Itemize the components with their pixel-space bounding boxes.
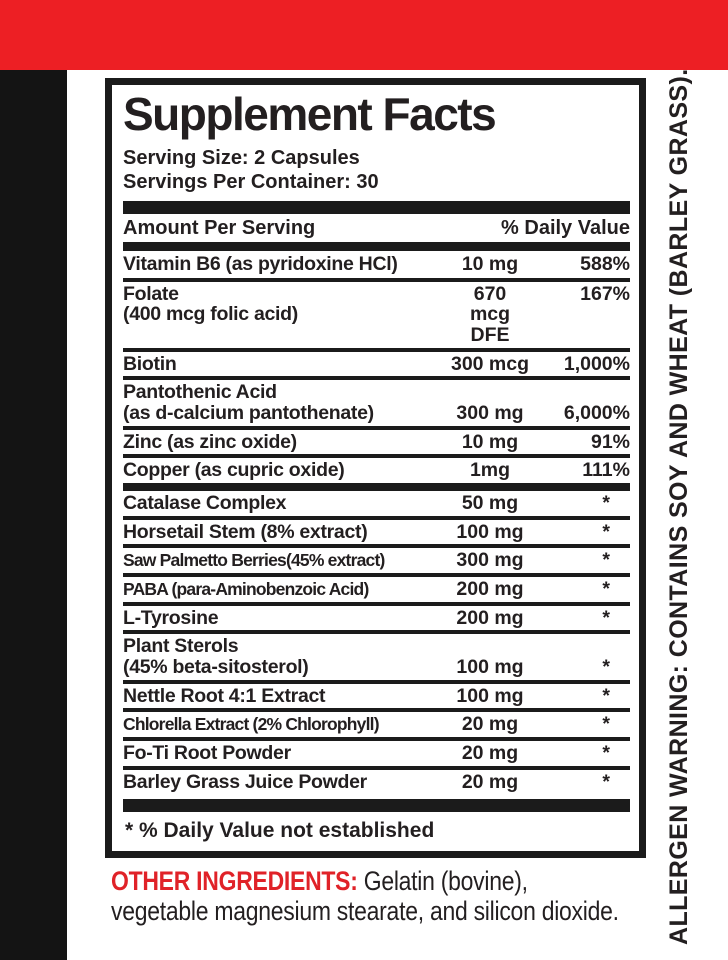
serving-size: Serving Size: 2 Capsules (123, 146, 360, 169)
nutrient-amount: 100 mg (456, 656, 524, 679)
nutrient-row (123, 376, 630, 425)
nutrient-amount: 10 mg (461, 253, 519, 275)
nutrient-name: Barley Grass Juice Powder (123, 770, 367, 793)
nutrient-name: Fo-Ti Root Powder (123, 741, 291, 764)
other-ingredients-line2: vegetable magnesium stearate, and silicon dioxide. (111, 896, 619, 927)
nutrient-daily-value: * (602, 549, 610, 572)
nutrient-amount: 100 mg (456, 520, 524, 543)
nutrient-name: Biotin (123, 352, 177, 375)
left-black-bar (0, 70, 67, 960)
nutrient-amount: 300 mg (456, 402, 524, 425)
nutrient-amount: 50 mg (461, 492, 519, 515)
nutrient-row (123, 483, 630, 516)
nutrient-daily-value: * (602, 713, 610, 736)
other-ingredients-line1 (111, 866, 655, 896)
nutrient-daily-value: 167% (580, 282, 630, 305)
nutrient-row (123, 573, 630, 602)
nutrient-name: Zinc (as zinc oxide) (123, 430, 297, 453)
col-header-daily-value: % Daily Value (501, 216, 630, 239)
nutrient-amount: 300 mg (456, 549, 524, 572)
nutrient-name: Pantothenic Acid (as d-calcium pantothenate) (123, 381, 374, 425)
nutrient-daily-value: 1,000% (563, 352, 630, 375)
nutrient-row (123, 737, 630, 766)
nutrient-row (123, 251, 630, 278)
servings-per-container: Servings Per Container: 30 (123, 170, 379, 193)
supplement-facts-panel (105, 78, 646, 858)
nutrient-row (123, 278, 630, 348)
nutrient-row (123, 454, 630, 483)
nutrient-row (123, 680, 630, 709)
nutrient-name: Folate (400 mcg folic acid) (123, 282, 298, 326)
nutrient-daily-value: 111% (582, 459, 630, 482)
serving-info (123, 146, 630, 194)
nutrient-amount: 10 mg (461, 430, 519, 453)
nutrient-row (123, 544, 630, 573)
nutrient-name: Plant Sterols (45% beta-sitosterol) (123, 635, 309, 679)
nutrient-name: Copper (as cupric oxide) (123, 459, 345, 482)
divider-bar-top (123, 201, 630, 214)
nutrient-name: Catalase Complex (123, 492, 287, 515)
nutrient-row (123, 348, 630, 377)
nutrient-amount: 20 mg (461, 713, 519, 736)
nutrient-amount: 20 mg (461, 741, 519, 764)
other-ingredients-label: OTHER INGREDIENTS: (111, 866, 358, 896)
nutrient-name: Nettle Root 4:1 Extract (123, 684, 326, 707)
column-headers (123, 214, 630, 242)
panel-title: Supplement Facts (123, 88, 496, 140)
nutrient-name: Chlorella Extract (2% Chlorophyll) (123, 714, 379, 735)
nutrient-daily-value: * (602, 770, 610, 793)
top-red-band (0, 0, 728, 70)
nutrient-daily-value: * (602, 656, 610, 679)
nutrient-daily-value: 588% (580, 253, 630, 275)
daily-value-footnote: * % Daily Value not established (125, 819, 435, 842)
nutrient-row (123, 708, 630, 737)
nutrient-daily-value: * (602, 606, 610, 629)
nutrient-name: L-Tyrosine (123, 606, 219, 629)
nutrient-amount: 20 mg (461, 770, 519, 793)
nutrient-row (123, 766, 630, 795)
nutrient-name: PABA (para-Aminobenzoic Acid) (123, 579, 369, 600)
nutrient-row (123, 516, 630, 545)
nutrient-rows (123, 251, 630, 798)
nutrient-row (123, 602, 630, 631)
col-header-amount: Amount Per Serving (123, 216, 316, 239)
nutrient-name: Saw Palmetto Berries(45% extract) (123, 550, 385, 571)
nutrient-daily-value: 6,000% (563, 402, 630, 425)
nutrient-amount: 670 mcg DFE (469, 282, 511, 347)
nutrient-amount: 100 mg (456, 684, 524, 707)
nutrient-row (123, 630, 630, 679)
nutrient-amount: 200 mg (456, 578, 524, 601)
nutrient-daily-value: * (602, 492, 610, 515)
other-ingredients-text1: Gelatin (bovine), (363, 866, 528, 896)
nutrient-daily-value: 91% (590, 430, 630, 453)
nutrient-name: Vitamin B6 (as pyridoxine HCl) (123, 253, 398, 275)
nutrient-daily-value: * (602, 684, 610, 707)
nutrient-row (123, 426, 630, 455)
nutrient-name: Horsetail Stem (8% extract) (123, 520, 368, 543)
nutrient-amount: 200 mg (456, 606, 524, 629)
nutrient-daily-value: * (602, 578, 610, 601)
divider-bar-header (123, 242, 630, 251)
divider-bar-footnote (123, 799, 630, 812)
nutrient-amount: 1mg (469, 459, 511, 482)
nutrient-amount: 300 mcg (450, 352, 530, 375)
allergen-warning-vertical-text: ALLERGEN WARNING: CONTAINS SOY AND WHEAT (BARLEY GRASS). (665, 68, 693, 945)
nutrient-daily-value: * (602, 741, 610, 764)
nutrient-daily-value: * (602, 520, 610, 543)
other-ingredients (111, 866, 655, 926)
